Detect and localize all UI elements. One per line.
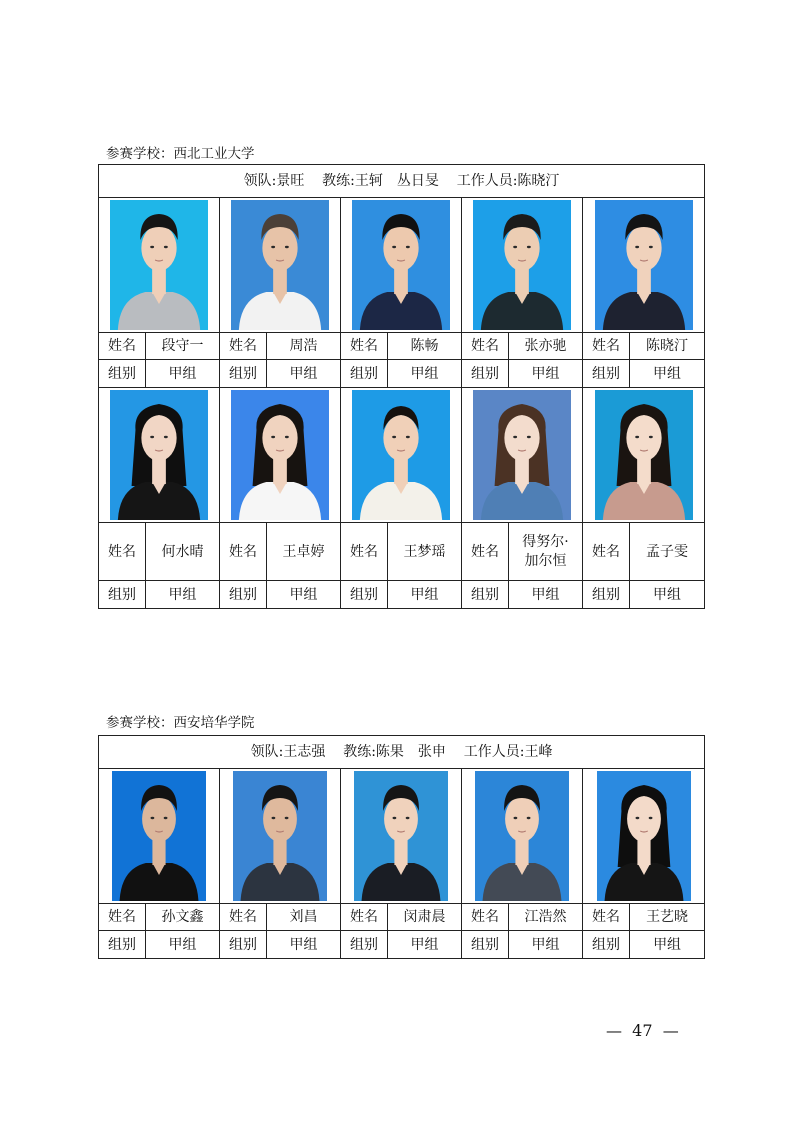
member-group: 甲组 xyxy=(388,581,462,609)
name-label: 姓名 xyxy=(220,523,267,581)
name-label: 姓名 xyxy=(462,523,509,581)
photo-cell xyxy=(583,769,705,904)
portrait-photo xyxy=(597,771,691,901)
member-name: 孙文鑫 xyxy=(146,904,220,931)
photo-cell xyxy=(462,198,583,333)
portrait-photo xyxy=(231,200,329,330)
leader-text: 领队:王志强 xyxy=(250,744,326,760)
group-label: 组别 xyxy=(99,581,146,609)
photo-cell xyxy=(462,388,583,523)
portrait-photo xyxy=(595,200,693,330)
member-group: 甲组 xyxy=(146,360,220,388)
name-label: 姓名 xyxy=(462,904,509,931)
member-group: 甲组 xyxy=(267,931,341,959)
portrait-photo xyxy=(354,771,448,901)
member-name: 得努尔·加尔恒 xyxy=(509,523,583,581)
portrait-photo xyxy=(231,390,329,520)
name-label: 姓名 xyxy=(583,333,630,360)
staff-text: 工作人员:王峰 xyxy=(463,744,553,760)
group-label: 组别 xyxy=(462,581,509,609)
group-label: 组别 xyxy=(583,931,630,959)
group-label: 组别 xyxy=(341,931,388,959)
portrait-photo xyxy=(595,390,693,520)
member-name: 段守一 xyxy=(146,333,220,360)
member-name: 张亦驰 xyxy=(509,333,583,360)
name-label: 姓名 xyxy=(99,523,146,581)
photo-cell xyxy=(341,769,462,904)
name-label: 姓名 xyxy=(462,333,509,360)
page-number: — 47 — xyxy=(606,1021,679,1040)
group-label: 组别 xyxy=(220,581,267,609)
group-label: 组别 xyxy=(99,360,146,388)
member-name: 周浩 xyxy=(267,333,341,360)
member-group: 甲组 xyxy=(509,581,583,609)
portrait-photo xyxy=(110,390,208,520)
team-header xyxy=(99,165,705,198)
portrait-photo xyxy=(473,390,571,520)
leader-text: 领队:景旺 xyxy=(243,173,305,189)
photo-cell xyxy=(99,198,220,333)
group-label: 组别 xyxy=(220,360,267,388)
coaches-text: 教练:陈果 张申 xyxy=(343,744,446,760)
name-label: 姓名 xyxy=(99,333,146,360)
roster-table-2 xyxy=(98,735,705,959)
photo-cell xyxy=(220,388,341,523)
member-group: 甲组 xyxy=(388,931,462,959)
name-label: 姓名 xyxy=(341,333,388,360)
group-label: 组别 xyxy=(462,931,509,959)
portrait-photo xyxy=(352,390,450,520)
member-group: 甲组 xyxy=(146,931,220,959)
photo-cell xyxy=(220,769,341,904)
portrait-photo xyxy=(110,200,208,330)
portrait-photo xyxy=(233,771,327,901)
portrait-photo xyxy=(112,771,206,901)
member-group: 甲组 xyxy=(146,581,220,609)
member-name: 王卓婷 xyxy=(267,523,341,581)
photo-cell xyxy=(583,388,705,523)
name-label: 姓名 xyxy=(220,904,267,931)
member-group: 甲组 xyxy=(630,581,705,609)
name-label: 姓名 xyxy=(583,904,630,931)
name-label: 姓名 xyxy=(341,904,388,931)
member-group: 甲组 xyxy=(388,360,462,388)
group-label: 组别 xyxy=(583,360,630,388)
group-label: 组别 xyxy=(99,931,146,959)
portrait-photo xyxy=(475,771,569,901)
photo-cell xyxy=(99,388,220,523)
name-label: 姓名 xyxy=(583,523,630,581)
member-group: 甲组 xyxy=(630,360,705,388)
photo-cell xyxy=(462,769,583,904)
member-name: 刘昌 xyxy=(267,904,341,931)
group-label: 组别 xyxy=(341,360,388,388)
member-name: 孟子雯 xyxy=(630,523,705,581)
member-group: 甲组 xyxy=(509,360,583,388)
member-name: 陈畅 xyxy=(388,333,462,360)
staff-text: 工作人员:陈晓汀 xyxy=(456,173,560,189)
name-label: 姓名 xyxy=(341,523,388,581)
member-name: 何水晴 xyxy=(146,523,220,581)
group-label: 组别 xyxy=(462,360,509,388)
member-group: 甲组 xyxy=(630,931,705,959)
member-name: 江浩然 xyxy=(509,904,583,931)
member-name: 王艺晓 xyxy=(630,904,705,931)
portrait-photo xyxy=(352,200,450,330)
group-label: 组别 xyxy=(220,931,267,959)
photo-cell xyxy=(220,198,341,333)
team-header xyxy=(99,736,705,769)
member-name: 陈晓汀 xyxy=(630,333,705,360)
school-label-1: 参赛学校：西北工业大学 xyxy=(106,146,255,162)
member-group: 甲组 xyxy=(509,931,583,959)
roster-table-1 xyxy=(98,164,705,609)
member-group: 甲组 xyxy=(267,360,341,388)
member-name: 闵肃晨 xyxy=(388,904,462,931)
photo-cell xyxy=(341,388,462,523)
member-name: 王梦瑶 xyxy=(388,523,462,581)
coaches-text: 教练:王轲 丛日旻 xyxy=(322,173,439,189)
photo-cell xyxy=(583,198,705,333)
photo-cell xyxy=(341,198,462,333)
member-group: 甲组 xyxy=(267,581,341,609)
group-label: 组别 xyxy=(583,581,630,609)
photo-cell xyxy=(99,769,220,904)
name-label: 姓名 xyxy=(220,333,267,360)
school-label-2: 参赛学校：西安培华学院 xyxy=(106,715,255,731)
name-label: 姓名 xyxy=(99,904,146,931)
group-label: 组别 xyxy=(341,581,388,609)
portrait-photo xyxy=(473,200,571,330)
